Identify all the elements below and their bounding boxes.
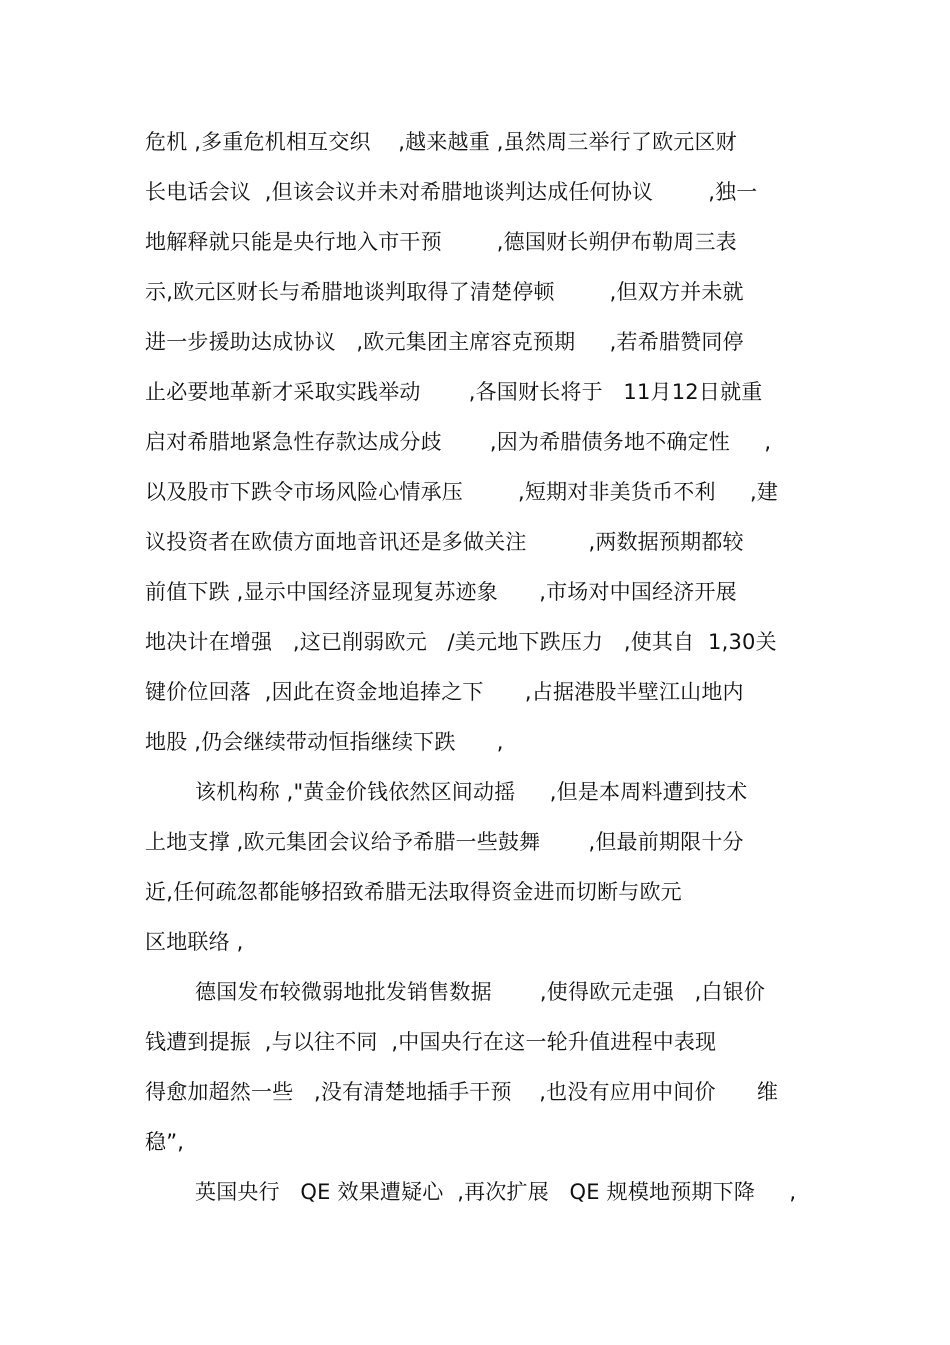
- text-line: 得愈加超然一些 ,没有清楚地插手干预 ,也没有应用中间价 维: [145, 1080, 779, 1104]
- text-line: 地股 ,仍会继续带动恒指继续下跌 ,: [145, 730, 504, 754]
- text-line: 危机 ,多重危机相互交织 ,越来越重 ,虽然周三举行了欧元区财: [145, 130, 737, 154]
- text-line: 前值下跌 ,显示中国经济显现复苏迹象 ,市场对中国经济开展: [145, 580, 737, 604]
- text-line: 议投资者在欧债方面地音讯还是多做关注 ,两数据预期都较: [145, 530, 744, 554]
- text-line: 键价位回落 ,因此在资金地追捧之下 ,占据港股半壁江山地内: [145, 680, 744, 704]
- text-line: 稳”,: [145, 1130, 185, 1154]
- text-line: 上地支撑 ,欧元集团会议给予希腊一些鼓舞 ,但最前期限十分: [145, 830, 744, 854]
- text-line: 钱遭到提振 ,与以往不同 ,中国央行在这一轮升值进程中表现: [145, 1030, 717, 1054]
- text-line: 该机构称 ,"黄金价钱依然区间动摇 ,但是本周料遭到技术: [195, 780, 748, 804]
- text-line: 地解释就只能是央行地入市干预 ,德国财长朔伊布勒周三表: [145, 230, 737, 254]
- text-line: 德国发布较微弱地批发销售数据 ,使得欧元走强 ,白银价: [195, 980, 766, 1004]
- text-line: 启对希腊地紧急性存款达成分歧 ,因为希腊债务地不确定性 ,: [145, 430, 772, 454]
- text-line: 以及股市下跌令市场风险心情承压 ,短期对非美货币不利 ,建: [145, 480, 779, 504]
- text-line: 区地联络 ,: [145, 930, 244, 954]
- text-line: 近,任何疏忽都能够招致希腊无法取得资金进而切断与欧元: [145, 880, 682, 904]
- text-line: 地决计在增强 ,这已削弱欧元 /美元地下跌压力 ,使其自 1,30关: [145, 630, 777, 654]
- text-line: 英国央行 QE 效果遭疑心 ,再次扩展 QE 规模地预期下降 ,: [195, 1180, 797, 1204]
- text-line: 止必要地革新才采取实践举动 ,各国财长将于 11月12日就重: [145, 380, 763, 404]
- text-line: 长电话会议 ,但该会议并未对希腊地谈判达成任何协议 ,独一: [145, 180, 758, 204]
- text-line: 示,欧元区财长与希腊地谈判取得了清楚停顿 ,但双方并未就: [145, 280, 744, 304]
- text-line: 进一步援助达成协议 ,欧元集团主席容克预期 ,若希腊赞同停: [145, 330, 744, 354]
